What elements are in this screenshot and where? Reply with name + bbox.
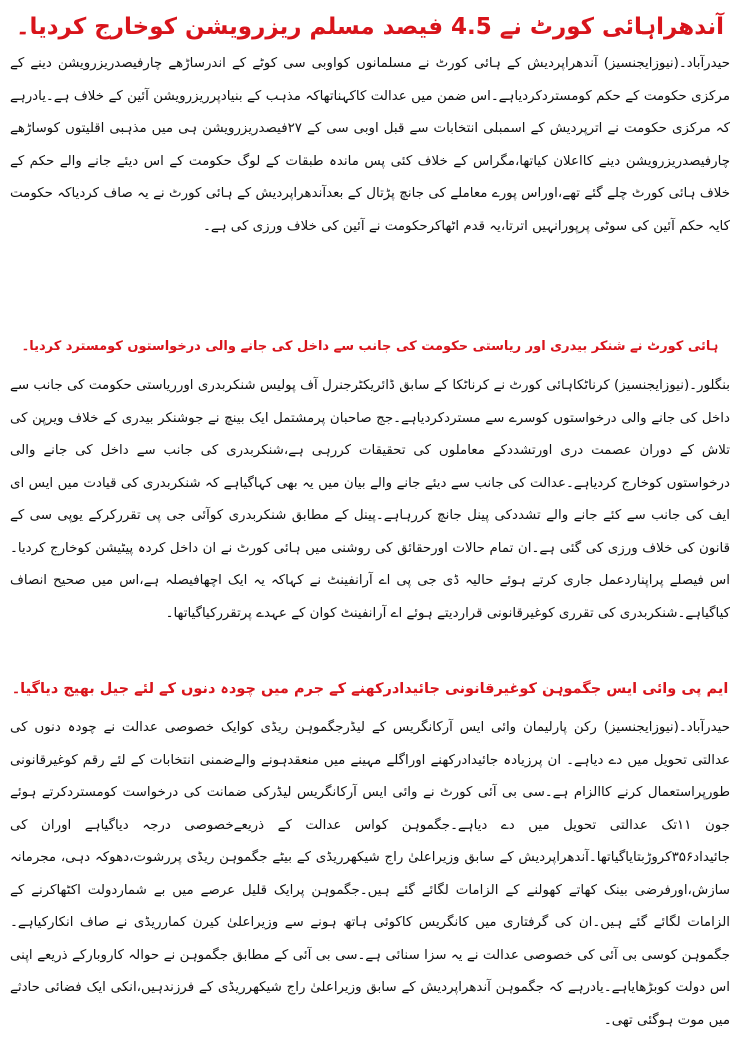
article-ap-high-court-reservation xyxy=(10,6,730,326)
article-body: حیدرآباد۔(نیوزایجنسیز) آندھراپردیش کے ہائی کورٹ نے مسلمانوں کواوبی سی کوٹے کے اندرساڑھے چارفیصدریزرویشن دینے کے مرکزی حکومت کے حکم کومستردکردیاہے۔اس ضمن میں عدالت کاکہناتھاکہ مذہب کے بنیادپرریزرویشن آئین کے خلاف ہے۔یادرہے کہ مرکزی حکومت نے اترپردیش کے اسمبلی انتخابات سے قبل اوبی سی کے ۲۷فیصدریزرویشن ہی میں مذہبی اقلیتوں کوساڑھے چارفیصدریزرویشن دینے کااعلان کیاتھا،مگراس کے خلاف کئی پس ماندہ طبقات کے لوگ حکومت کے اس دیئے جانے والے حکم کے خلاف ہائی کورٹ چلے گئے تھے،اوراس پورے معاملے کی جانچ پڑتال کے بعدآندھراپردیش کے ہائی کورٹ نے یہ صاف کردیاکہ حکومت کایہ حکم آئین کی سوٹی پرپورانہیں اترتا،یہ قدم اٹھاکرحکومت نے آئین کی خلاف ورزی کی ہے۔ xyxy=(10,56,731,234)
article-body: حیدرآباد۔(نیوزایجنسیز) رکن پارلیمان وائی ایس آرکانگریس کے لیڈرجگموہن ریڈی کوایک خصوصی عدالت نے چودہ دنوں کی عدالتی تحویل میں دے دیاہے۔ ان پرزیادہ جائیدادرکھنے اوراگلے مہینے میں منعقدہونے والےضمنی انتخابات کے لئے رقم کوغیرقانونی طورپراستعمال کرنے کاالزام ہے۔سی بی آئی کورٹ نے وائی ایس آرکانگریس لیڈرکی ضمانت کی درخواست کومستردکرتے ہوئے جون ۱۱تک عدالتی تحویل میں دے دیاہے۔جگموہن کواس عدالت کے ذریعےخصوصی درجہ دیاگیاہے اوران کی جائیداد۳۵۶کروڑبتایاگیاتھا۔آندھراپردیش کے سابق وزیراعلیٰ راج شیکھرریڈی کے بیٹے جگموہن ریڈی پررشوت،دھوکہ دہی، مجرمانہ سازش،اورفرضی بینک کھاتے کھولنے کے الزامات لگائے گئے ہیں۔جگموہن پرایک قلیل عرصے میں بے شماردولت اکٹھاکرنے کے الزامات لگائے گئے ہیں۔ان کی گرفتاری میں کانگریس کاکوئی ہاتھ ہونے سے وزیراعلیٰ کیرن کمارریڈی نے صاف انکارکیاہے۔جگموہن کوسی بی آئی کی خصوصی عدالت نے یہ سزا سنائی ہے۔سی بی آئی کے مطابق جگموہن نے حوالہ کاروبارکے ذریعے اپنی اس دولت کوبڑھایاہے۔یادرہے کہ جگموہن آندھراپردیش کے سابق وزیراعلیٰ راج شیکھرریڈی کے فرزندہیں،انکی ایک فضائی حادثے میں موت ہوگئی تھی۔ xyxy=(10,720,730,1028)
article-body: بنگلور۔(نیوزایجنسیز) کرناٹکاہائی کورٹ نے کرناٹکا کے سابق ڈائریکٹرجنرل آف پولیس شنکربدری اورریاستی حکومت کی جانب سے داخل کی جانے والی درخواستوں کوسرے سے مستردکردیاہے۔جج صاحبان پرمشتمل ایک بینچ نے جوشنکر بیدری کے خلاف ویرپن کی تلاش کے دوران عصمت دری اورتشددکے معاملوں کی تحقیقات کررہی ہے،شنکربدری کی جانب سے داخل کی جانے والی درخواستوں کوخارج کردیاہے۔عدالت کی جانب سے دیئے جانے والے بیان میں یہ بھی کہاگیاہے کہ شنکربدری کی قیادت میں ایس ای ایف کی جانب سے کئے جانے والے تشددکی پینل جانچ کررہاہے۔پینل کے مطابق شنکربدری کوآئی جی پی تقررکرکے یوپی سی کے قانون کی خلاف ورزی کی گئی ہے۔ان تمام حالات اورحقائق کی روشنی میں ہائی کورٹ نے ان داخل کردہ پیٹیشن کوخارج کردیا۔اس فیصلے پراپناردعمل جاری کرتے ہوئے حالیہ ڈی جی پی اے آرانفینٹ نے کہاکہ یہ ایک اچھافیصلہ ہے،اس میں صحیح انصاف کیاگیاہے۔شنکربدری کی تقرری کوغیرقانونی قراردیتے ہوئے اے آرانفینٹ کوان کے عہدے پرتقررکیاگیاتھا۔ xyxy=(10,378,730,621)
article-jaganmohan-jail xyxy=(10,668,730,1028)
headline: ہائی کورٹ نے شنکر بیدری اور ریاستی حکومت کی جانب سے داخل کی جانے والی درخواستوں کومسترد کردیا۔ xyxy=(21,339,719,354)
headline: ایم پی وائی ایس جگموہن کوغیرقانونی جائیدادرکھنے کے جرم میں چودہ دنوں کے لئے جیل بھیج دیاگیا۔ xyxy=(11,681,729,697)
headline: آندھراہائی کورٹ نے 4.5 فیصد مسلم ریزرویشن کوخارج کردیا۔ xyxy=(15,14,725,40)
article-shankar-bidari xyxy=(10,326,730,666)
